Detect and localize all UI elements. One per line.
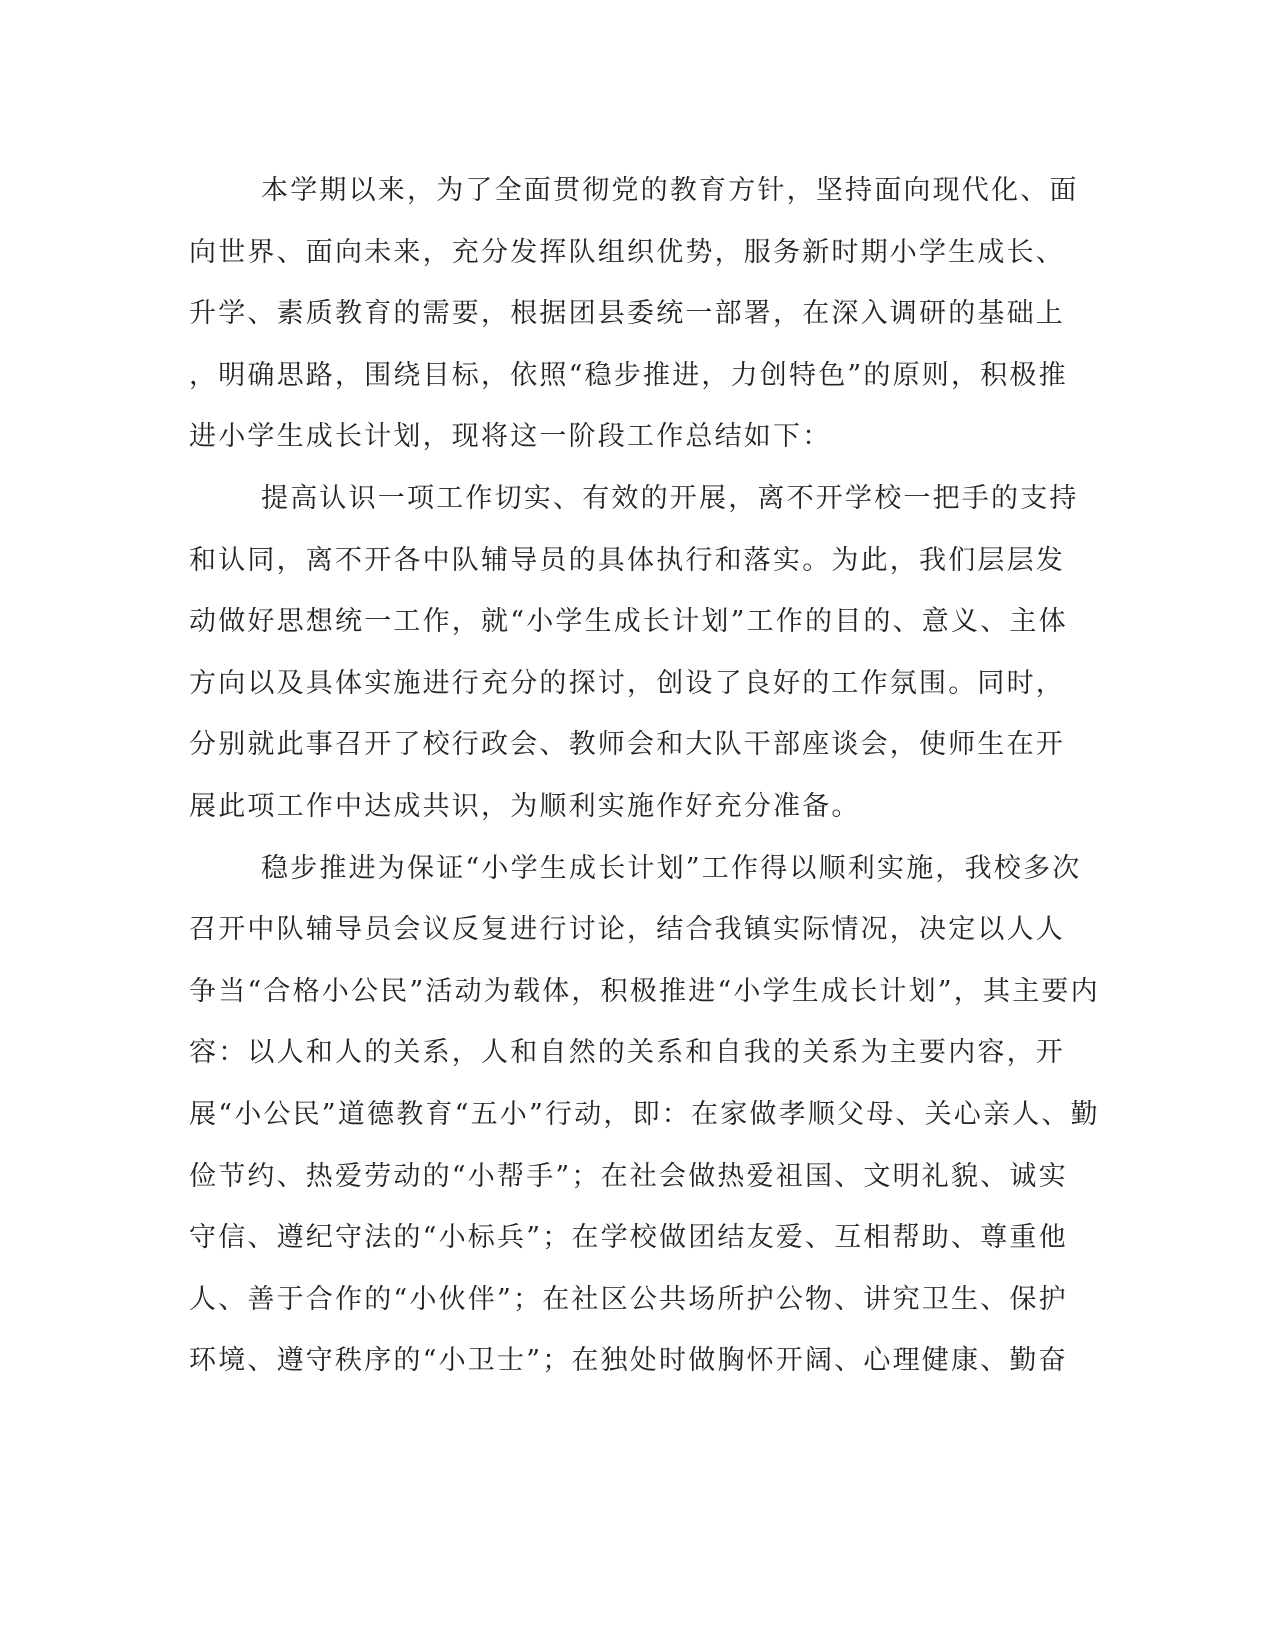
text-line: 俭节约、热爱劳动的“小帮手”；在社会做热爱祖国、文明礼貌、诚实 xyxy=(189,1160,1068,1192)
text-line: 展“小公民”道德教育“五小”行动，即：在家做孝顺父母、关心亲人、勤 xyxy=(189,1098,1100,1130)
text-line: 方向以及具体实施进行充分的探讨，创设了良好的工作氛围。同时， xyxy=(189,667,1065,699)
text-line: ，明确思路，围绕目标，依照“稳步推进，力创特色”的原则，积极推 xyxy=(189,359,1068,391)
text-line: 环境、遵守秩序的“小卫士”；在独处时做胸怀开阔、心理健康、勤奋 xyxy=(189,1345,1068,1377)
text-line: 和认同，离不开各中队辅导员的具体执行和落实。为此，我们层层发 xyxy=(189,544,1065,576)
text-line: 守信、遵纪守法的“小标兵”；在学校做团结友爱、互相帮助、尊重他 xyxy=(189,1222,1068,1254)
text-line: 进小学生成长计划，现将这一阶段工作总结如下： xyxy=(189,421,832,453)
text-line: 动做好思想统一工作，就“小学生成长计划”工作的目的、意义、主体 xyxy=(189,606,1068,638)
paragraph-1 xyxy=(189,160,1079,468)
text-line: 召开中队辅导员会议反复进行讨论，结合我镇实际情况，决定以人人 xyxy=(189,914,1065,946)
text-line: 升学、素质教育的需要，根据团县委统一部署，在深入调研的基础上 xyxy=(189,298,1065,330)
body-text xyxy=(189,160,1100,1392)
paragraph-3 xyxy=(189,838,1100,1392)
text-line: 分别就此事召开了校行政会、教师会和大队干部座谈会，使师生在开 xyxy=(189,729,1065,761)
text-line: 争当“合格小公民”活动为载体，积极推进“小学生成长计划”，其主要内 xyxy=(189,975,1100,1007)
text-line: 稳步推进为保证“小学生成长计划”工作得以顺利实施，我校多次 xyxy=(261,852,1082,884)
text-line: 本学期以来，为了全面贯彻党的教育方针，坚持面向现代化、面 xyxy=(261,175,1079,206)
text-line: 展此项工作中达成共识，为顺利实施作好充分准备。 xyxy=(189,790,861,822)
paragraph-2 xyxy=(189,468,1079,838)
text-line: 向世界、面向未来，充分发挥队组织优势，服务新时期小学生成长、 xyxy=(189,236,1065,268)
text-line: 人、善于合作的“小伙伴”；在社区公共场所护公物、讲究卫生、保护 xyxy=(189,1283,1068,1315)
text-line: 提高认识一项工作切实、有效的开展，离不开学校一把手的支持 xyxy=(261,482,1079,514)
text-line: 容：以人和人的关系，人和自然的关系和自我的关系为主要内容，开 xyxy=(189,1037,1065,1069)
